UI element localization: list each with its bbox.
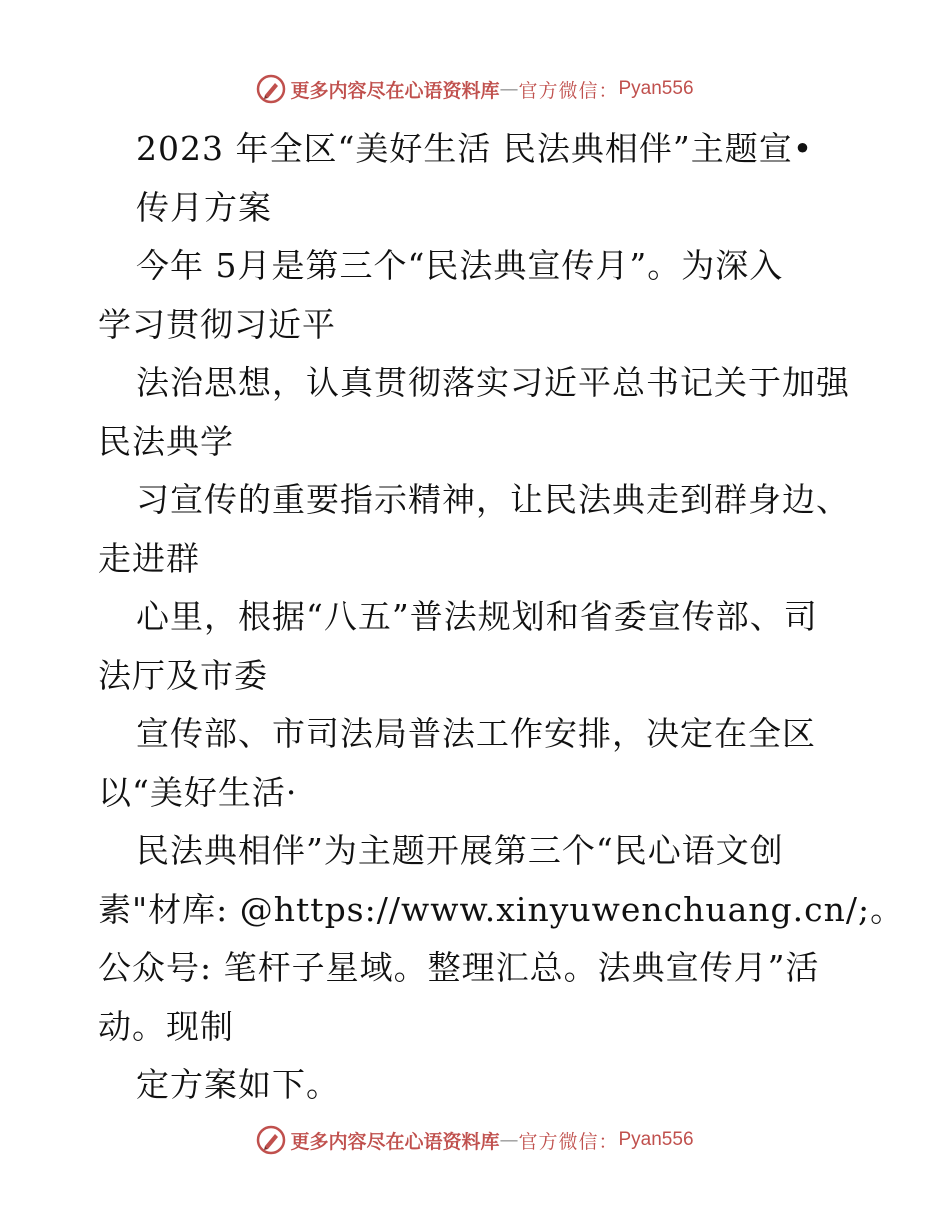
text-line: 心里，根据“八五”普法规划和省委宣传部、司 bbox=[136, 597, 818, 636]
text-line: 动。现制 bbox=[98, 1006, 234, 1046]
pen-logo-icon bbox=[256, 1125, 286, 1155]
watermark-header bbox=[0, 71, 950, 107]
watermark-dash: — bbox=[499, 1129, 519, 1151]
text-line: 法厅及市委 bbox=[98, 655, 268, 695]
text-line: 学习贯彻习近平 bbox=[98, 304, 336, 344]
watermark-dash: — bbox=[499, 78, 519, 100]
text-line: 习宣传的重要指示精神，让民法典走到群身边、 bbox=[136, 480, 850, 519]
text-line: 以“美好生活· bbox=[98, 772, 298, 812]
watermark-main-text: 更多内容尽在心语资料库 bbox=[290, 1130, 500, 1153]
text-line: 民法典相伴”为主题开展第三个“民心语文创 bbox=[136, 831, 784, 870]
text-line: 法治思想，认真贯彻落实习近平总书记关于加强 bbox=[136, 363, 850, 402]
watermark-wechat-id: Pyan556 bbox=[618, 78, 694, 99]
text-line: 走进群 bbox=[98, 538, 200, 578]
text-line: 民法典学 bbox=[98, 421, 234, 461]
watermark-wechat-label: 官方微信： bbox=[518, 79, 619, 102]
text-line: 素"材库: @https://www.xinyuwenchuang.cn/;。 bbox=[98, 889, 905, 929]
watermark-main-text: 更多内容尽在心语资料库 bbox=[290, 79, 500, 102]
pen-logo-icon bbox=[256, 74, 286, 104]
watermark-wechat-label: 官方微信： bbox=[518, 1130, 619, 1153]
text-line: 传月方案 bbox=[136, 187, 272, 227]
text-line: 定方案如下。 bbox=[136, 1065, 340, 1104]
text-line: 公众号: 笔杆子星域。整理汇总。法典宣传月”活 bbox=[98, 948, 820, 987]
watermark-footer bbox=[0, 1122, 950, 1158]
text-line: 今年 5月是第三个“民法典宣传月”。为深入 bbox=[136, 246, 784, 285]
watermark-wechat-id: Pyan556 bbox=[618, 1129, 694, 1150]
text-line: 宣传部、市司法局普法工作安排，决定在全区 bbox=[136, 714, 816, 753]
text-line: 2023 年全区“美好生活 民法典相伴”主题宣• bbox=[136, 129, 814, 168]
document-body bbox=[98, 120, 905, 1115]
